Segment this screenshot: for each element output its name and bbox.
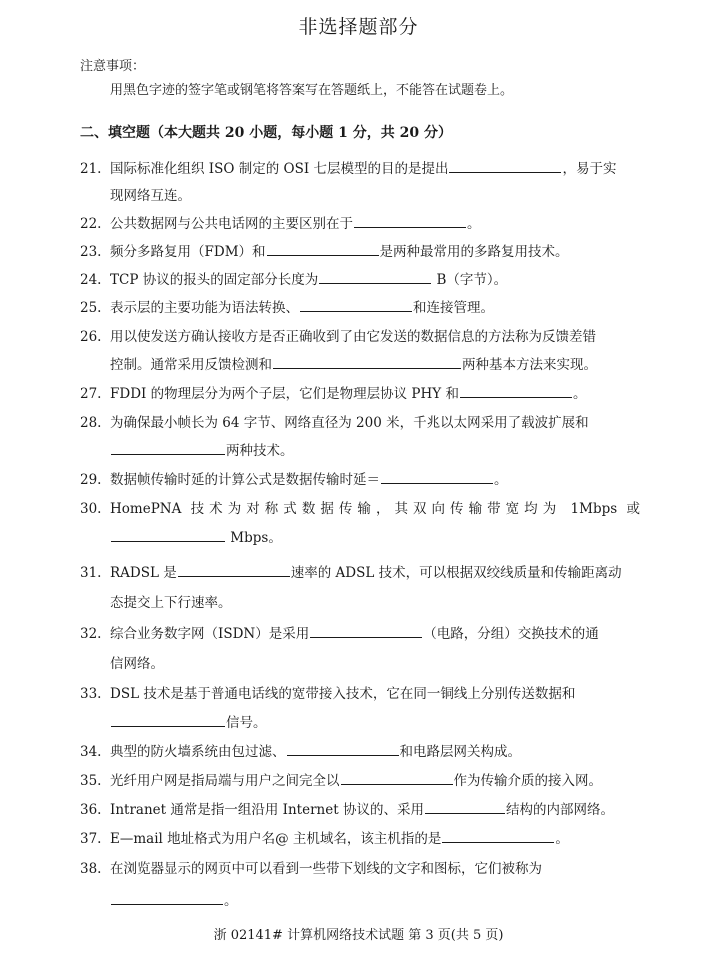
question-text: 典型的防火墙系统由包过滤、 (110, 744, 286, 760)
question-text: TCP 协议的报头的固定部分长度为 (110, 272, 319, 288)
answer-blank (341, 772, 453, 785)
question-text: 和电路层网关构成。 (399, 744, 521, 760)
question-24 (80, 268, 640, 288)
answer-blank (354, 215, 466, 228)
question-text: 。 (555, 831, 569, 847)
question-text: E—mail 地址格式为用户名@ 主机域名，该主机指的是 (110, 831, 442, 847)
question-text: 态提交上下行速率。 (110, 595, 232, 611)
question-number: 37. (80, 831, 102, 847)
question-25 (80, 296, 640, 316)
question-28 (80, 411, 640, 431)
answer-blank (111, 529, 225, 542)
question-text: 现网络互连。 (110, 188, 191, 204)
question-text: 信网络。 (110, 656, 164, 672)
question-number: 22. (80, 216, 102, 232)
question-number: 27. (80, 386, 102, 402)
question-30-continued (110, 526, 640, 546)
question-text: 结构的内部网络。 (505, 802, 614, 818)
question-number: 33. (80, 686, 102, 702)
question-text: 用以使发送方确认接收方是否正确收到了由它发送的数据信息的方法称为反馈差错 (110, 329, 596, 345)
question-number: 38. (80, 861, 102, 877)
question-23 (80, 240, 640, 260)
answer-blank (425, 801, 505, 814)
question-text: ，易于实 (562, 161, 617, 177)
question-26 (80, 325, 640, 345)
question-number: 25. (80, 300, 102, 316)
question-38-continued (110, 889, 640, 909)
answer-blank (111, 714, 225, 727)
question-32 (80, 622, 640, 642)
question-text: Mbps。 (226, 530, 282, 546)
question-text: 频分多路复用（FDM）和 (110, 244, 266, 260)
question-text: B（字节）。 (432, 272, 508, 288)
answer-blank (287, 743, 399, 756)
question-22 (80, 212, 640, 232)
page-footer: 浙 02141# 计算机网络技术试题 第 3 页(共 5 页) (213, 928, 504, 943)
question-text: DSL 技术是基于普通电话线的宽带接入技术，它在同一铜线上分别传送数据和 (110, 686, 576, 702)
question-28-continued (110, 439, 640, 459)
question-text: FDDI 的物理层分为两个子层，它们是物理层协议 PHY 和 (110, 386, 459, 402)
question-text: 速率的 ADSL 技术，可以根据双绞线质量和传输距离动 (290, 565, 622, 581)
question-text: 公共数据网与公共电话网的主要区别在于 (110, 216, 353, 232)
question-text: 。 (467, 216, 481, 232)
question-32-continued (110, 652, 640, 672)
answer-blank (442, 830, 554, 843)
question-number: 21. (80, 161, 102, 177)
question-number: 36. (80, 802, 102, 818)
question-text: 国际标准化组织 ISO 制定的 OSI 七层模型的目的是提出 (110, 161, 449, 177)
question-text: 综合业务数字网（ISDN）是采用 (110, 626, 310, 642)
question-number: 29. (80, 472, 102, 488)
question-33 (80, 682, 640, 702)
question-text: 是两种最常用的多路复用技术。 (379, 244, 569, 260)
question-text: 两种技术。 (226, 443, 294, 459)
question-number: 31. (80, 565, 102, 581)
answer-blank (460, 385, 572, 398)
question-text: 表示层的主要功能为语法转换、 (110, 300, 299, 316)
question-text: （电路，分组）交换技术的通 (423, 626, 599, 642)
answer-blank (111, 892, 223, 905)
answer-blank (111, 442, 225, 455)
question-text: 数据帧传输时延的计算公式是数据传输时延＝ (110, 472, 380, 488)
question-29 (80, 468, 640, 488)
answer-blank (319, 271, 431, 284)
answer-blank (267, 243, 379, 256)
question-number: 30. (80, 501, 102, 517)
question-35 (80, 769, 640, 789)
question-text: 。 (494, 472, 508, 488)
question-27 (80, 382, 640, 402)
notice-text: 用黑色字迹的签字笔或钢笔将答案写在答题纸上，不能答在试题卷上。 (110, 83, 514, 98)
question-21 (80, 157, 640, 177)
question-text: Intranet 通常是指一组沿用 Internet 协议的、采用 (110, 802, 424, 818)
page-title: 非选择题部分 (298, 16, 419, 38)
question-number: 28. (80, 415, 102, 431)
question-text: 光纤用户网是指局端与用户之间完全以 (110, 773, 340, 789)
question-text: HomePNA 技术为对称式数据传输，其双向传输带宽均为 1Mbps 或 (110, 501, 640, 517)
question-text: 信号。 (226, 715, 267, 731)
question-text: 作为传输介质的接入网。 (453, 773, 602, 789)
question-text: 在浏览器显示的网页中可以看到一些带下划线的文字和图标，它们被称为 (110, 861, 542, 877)
question-text: 控制。通常采用反馈检测和 (110, 357, 272, 373)
question-text: 两种基本方法来实现。 (462, 357, 597, 373)
question-34 (80, 740, 640, 760)
question-33-continued (110, 711, 640, 731)
answer-blank (449, 160, 561, 173)
question-30 (80, 497, 640, 517)
question-21-continued (110, 184, 640, 204)
question-text: 为确保最小帧长为 64 字节、网络直径为 200 米，千兆以太网采用了载波扩展和 (110, 415, 589, 431)
question-number: 23. (80, 244, 102, 260)
question-26-continued (110, 353, 640, 373)
answer-blank (310, 625, 422, 638)
question-text: 。 (224, 893, 238, 909)
question-37 (80, 827, 640, 847)
section-heading: 二、填空题（本大题共 20 小题，每小题 1 分，共 20 分） (80, 125, 452, 141)
question-38 (80, 857, 640, 877)
question-text: RADSL 是 (110, 565, 177, 581)
question-text: 。 (573, 386, 587, 402)
question-number: 35. (80, 773, 102, 789)
answer-blank (381, 471, 493, 484)
question-number: 34. (80, 744, 102, 760)
answer-blank (273, 356, 461, 369)
answer-blank (178, 564, 290, 577)
question-31 (80, 561, 640, 581)
question-36 (80, 798, 640, 818)
question-number: 26. (80, 329, 102, 345)
question-number: 24. (80, 272, 102, 288)
question-31-continued (110, 591, 640, 611)
question-number: 32. (80, 626, 102, 642)
notice-label: 注意事项： (80, 59, 146, 74)
question-text: 和连接管理。 (413, 300, 494, 316)
answer-blank (300, 299, 412, 312)
